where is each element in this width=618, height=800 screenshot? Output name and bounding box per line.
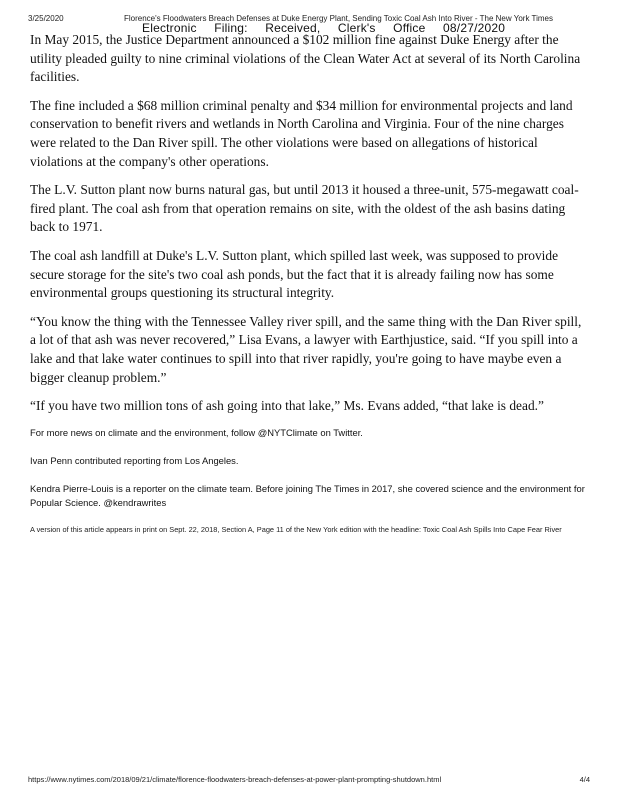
article-paragraph: In May 2015, the Justice Department announced a $102 million fine against Duke Energy after the utility pleaded guilty to nine criminal violations of the Clean Water Act at several of its North Carolina facilities. [30,32,581,85]
article-paragraph: “If you have two million tons of ash going into that lake,” Ms. Evans added, “that lake is dead.” [30,398,544,414]
print-date: 3/25/2020 [28,14,64,23]
print-url: https://www.nytimes.com/2018/09/21/climate/florence-floodwaters-breach-defenses-at-power-plant-prompting-shutdown.html [28,775,442,784]
article-paragraph: The L.V. Sutton plant now burns natural gas, but until 2013 it housed a three-unit, 575-megawatt coal-fired plant. The coal ash from that operation remains on site, with the oldest of the ash basins dating back to 1971. [30,182,579,235]
stamp-word: Received, [265,21,321,35]
contributor-note: Ivan Penn contributed reporting from Los Angeles. [30,454,239,466]
stamp-word: Electronic [142,21,197,35]
page-number: 4/4 [579,775,590,784]
print-page-title: Florence's Floodwaters Breach Defenses at Duke Energy Plant, Sending Toxic Coal Ash Into River - The New York Times [124,14,553,23]
article-paragraph: The coal ash landfill at Duke's L.V. Sutton plant, which spilled last week, was supposed to provide secure storage for the site's two coal ash ponds, but the fact that it is already failing now has some environmental groups questioning its structural integrity. [30,247,559,301]
print-edition-note: A version of this article appears in print on Sept. 22, 2018, Section A, Page 11 of the New York edition with the headline: Toxic Coal Ash Spills Into Cape Fear River [30,524,562,534]
author-bio: Kendra Pierre-Louis is a reporter on the climate team. Before joining The Times in 2017, she covered science and the environment for Popular Science. @kendrawrites [30,482,585,508]
article-body [30,31,590,536]
article-paragraph: The fine included a $68 million criminal penalty and $34 million for environmental projects and land conservation to benefit rivers and wetlands in North Carolina and Virginia. Four of the nine charges were related to the Dan River spill. The other violations were based on allegations of historical violations at the company's other operations. [30,97,573,169]
stamp-word: Office [393,21,426,35]
stamp-word: Clerk's [337,21,376,35]
follow-note: For more news on climate and the environment, follow @NYTClimate on Twitter. [30,426,363,438]
stamp-word: Filing: [214,21,248,35]
stamp-date: 08/27/2020 [443,21,506,35]
article-paragraph: “You know the thing with the Tennessee Valley river spill, and the same thing with the Dan River spill, a lot of that ash was never recovered,” Lisa Evans, a lawyer with Earthjustice, said. “If you spill into a lake and that lake water continues to spill into that river rapidly, you're going to have maybe even a bigger cleanup problem.” [30,313,582,385]
